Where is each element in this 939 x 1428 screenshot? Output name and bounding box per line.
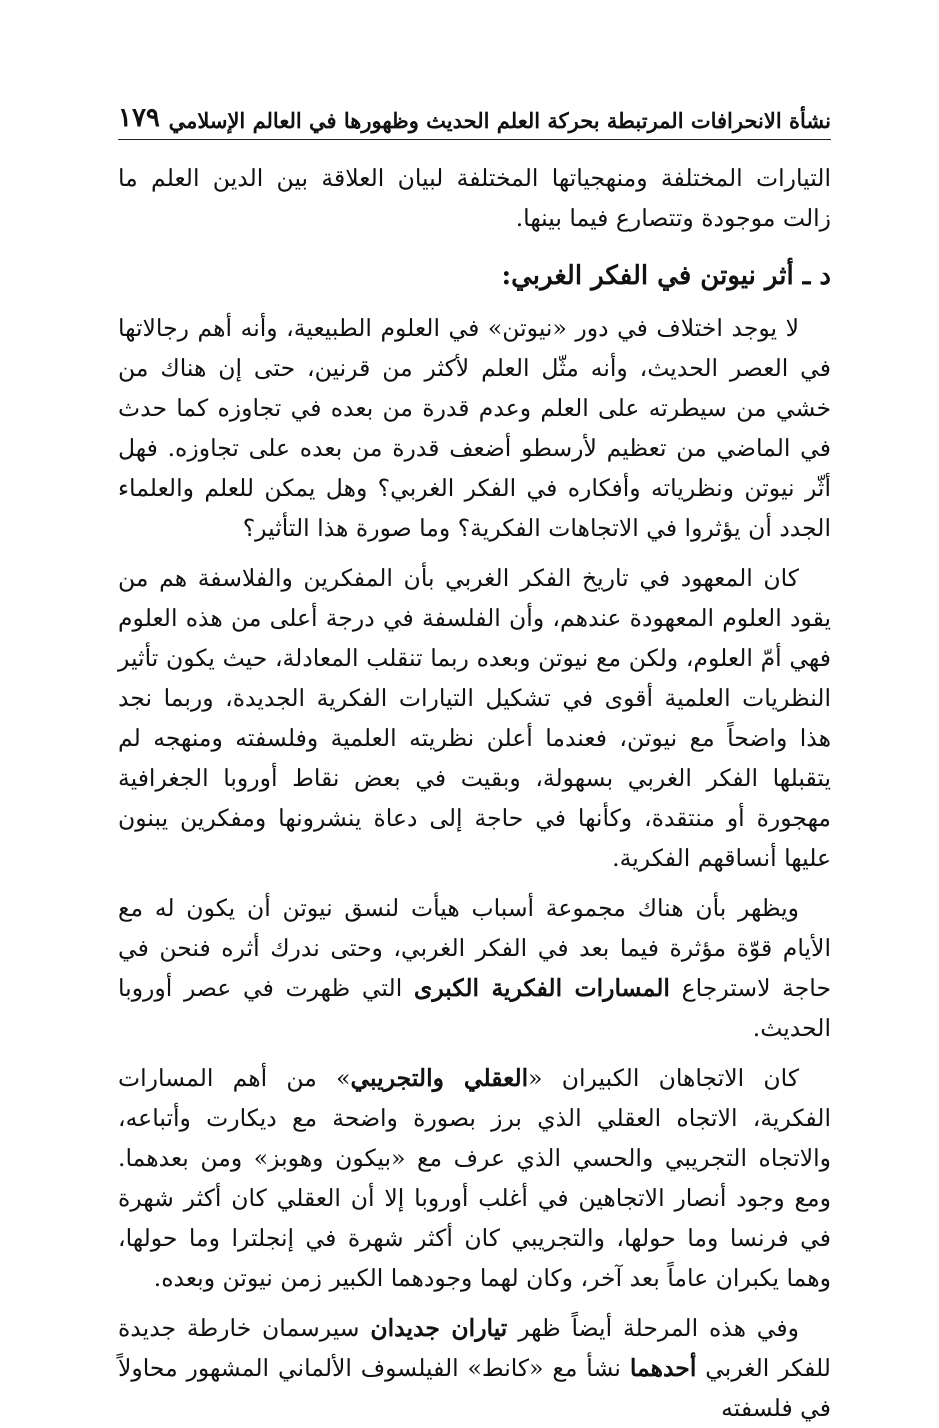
page-number: ١٧٩: [118, 103, 160, 133]
bold-term: العقلي والتجريبي: [350, 1064, 529, 1092]
paragraph-new-currents: [118, 1308, 831, 1428]
paragraph-continuation: التيارات المختلفة ومنهجياتها المختلفة لبيان العلاقة بين الدين العلم ما زالت موجودة وتتصارع فيما بينها.: [118, 164, 831, 232]
paragraph-philosophy-science: كان المعهود في تاريخ الفكر الغربي بأن المفكرين والفلاسفة هم من يقود العلوم المعهودة عندهم، وأن الفلسفة في درجة أعلى من هذه العلوم فهي أمّ العلوم، ولكن مع نيوتن وبعده ربما تنقلب المعادلة، حيث يكون تأثير النظريات العلمية أقوى في تشكيل التيارات الفكرية الجديدة، وربما نجد هذا واضحاً مع نيوتن، فعندما أعلن نظريته العلمية وفلسفته ومنهجه لم يتقبلها الفكر الغربي بسهولة، وبقيت في بعض نقاط أوروبا الجغرافية مهجورة أو منتقدة، وكأنها في حاجة إلى دعاة ينشرونها ومفكرين يبنون عليها أنساقهم الفكرية.: [118, 564, 831, 872]
paragraph-reasons: [118, 888, 831, 1048]
section-heading: د ـ أثر نيوتن في الفكر الغربي:: [501, 261, 831, 291]
text-span: سيرسمان خارطة جديدة للفكر الغربي: [118, 1314, 831, 1382]
bold-term: تياران جديدان: [370, 1314, 508, 1342]
text-span: نشأ مع «كانط» الفيلسوف الألماني المشهور محاولاً في فلسفته: [118, 1354, 831, 1422]
paragraph-newton-role: لا يوجد اختلاف في دور «نيوتن» في العلوم الطبيعية، وأنه أهم رجالاتها في العصر الحديث، وأنه مثّل العلم لأكثر من قرنين، حتى إن هناك من خشي من سيطرته على العلم وعدم قدرة من بعده في تجاوزه كما حدث في الماضي من تعظيم لأرسطو أضعف قدرة من بعده على تجاوزه. فهل أثّر نيوتن ونظرياته وأفكاره في الفكر الغربي؟ وهل يمكن للعلم والعلماء الجدد أن يؤثروا في الاتجاهات الفكرية؟ وما صورة هذا التأثير؟: [118, 314, 831, 542]
paragraph-two-trends: [118, 1058, 831, 1298]
bold-term: المسارات الفكرية الكبرى: [413, 974, 670, 1002]
running-title: نشأة الانحرافات المرتبطة بحركة العلم الحديث وظهورها في العالم الإسلامي: [168, 108, 831, 133]
text-span: كان الاتجاهان الكبيران «: [528, 1064, 800, 1092]
body-text: [118, 158, 831, 1428]
text-span: التي ظهرت في عصر أوروبا الحديث.: [118, 974, 831, 1042]
text-span: وفي هذه المرحلة أيضاً ظهر: [518, 1314, 799, 1342]
text-span: ويظهر بأن هناك مجموعة أسباب هيأت لنسق نيوتن أن يكون له مع الأيام قوّة مؤثرة فيما بعد في الفكر الغربي، وحتى ندرك أثره فنحن في حاجة لاسترجاع: [118, 894, 831, 1002]
running-header: [118, 88, 831, 140]
text-span: » من أهم المسارات الفكرية، الاتجاه العقلي الذي برز بصورة واضحة مع ديكارت وأتباعه، والاتجاه التجريبي والحسي الذي عرف مع «بيكون وهوبز» ومن بعدهما. ومع وجود أنصار الاتجاهين في أغلب أوروبا إلا أن العقلي كان أكثر شهرة في فرنسا وما حولها، والتجريبي كان أكثر شهرة في إنجلترا وما حولها، وهما يكبران عاماً بعد آخر، وكان لهما وجودهما الكبير زمن نيوتن وبعده.: [118, 1064, 831, 1292]
bold-term: أحدهما: [629, 1354, 697, 1382]
